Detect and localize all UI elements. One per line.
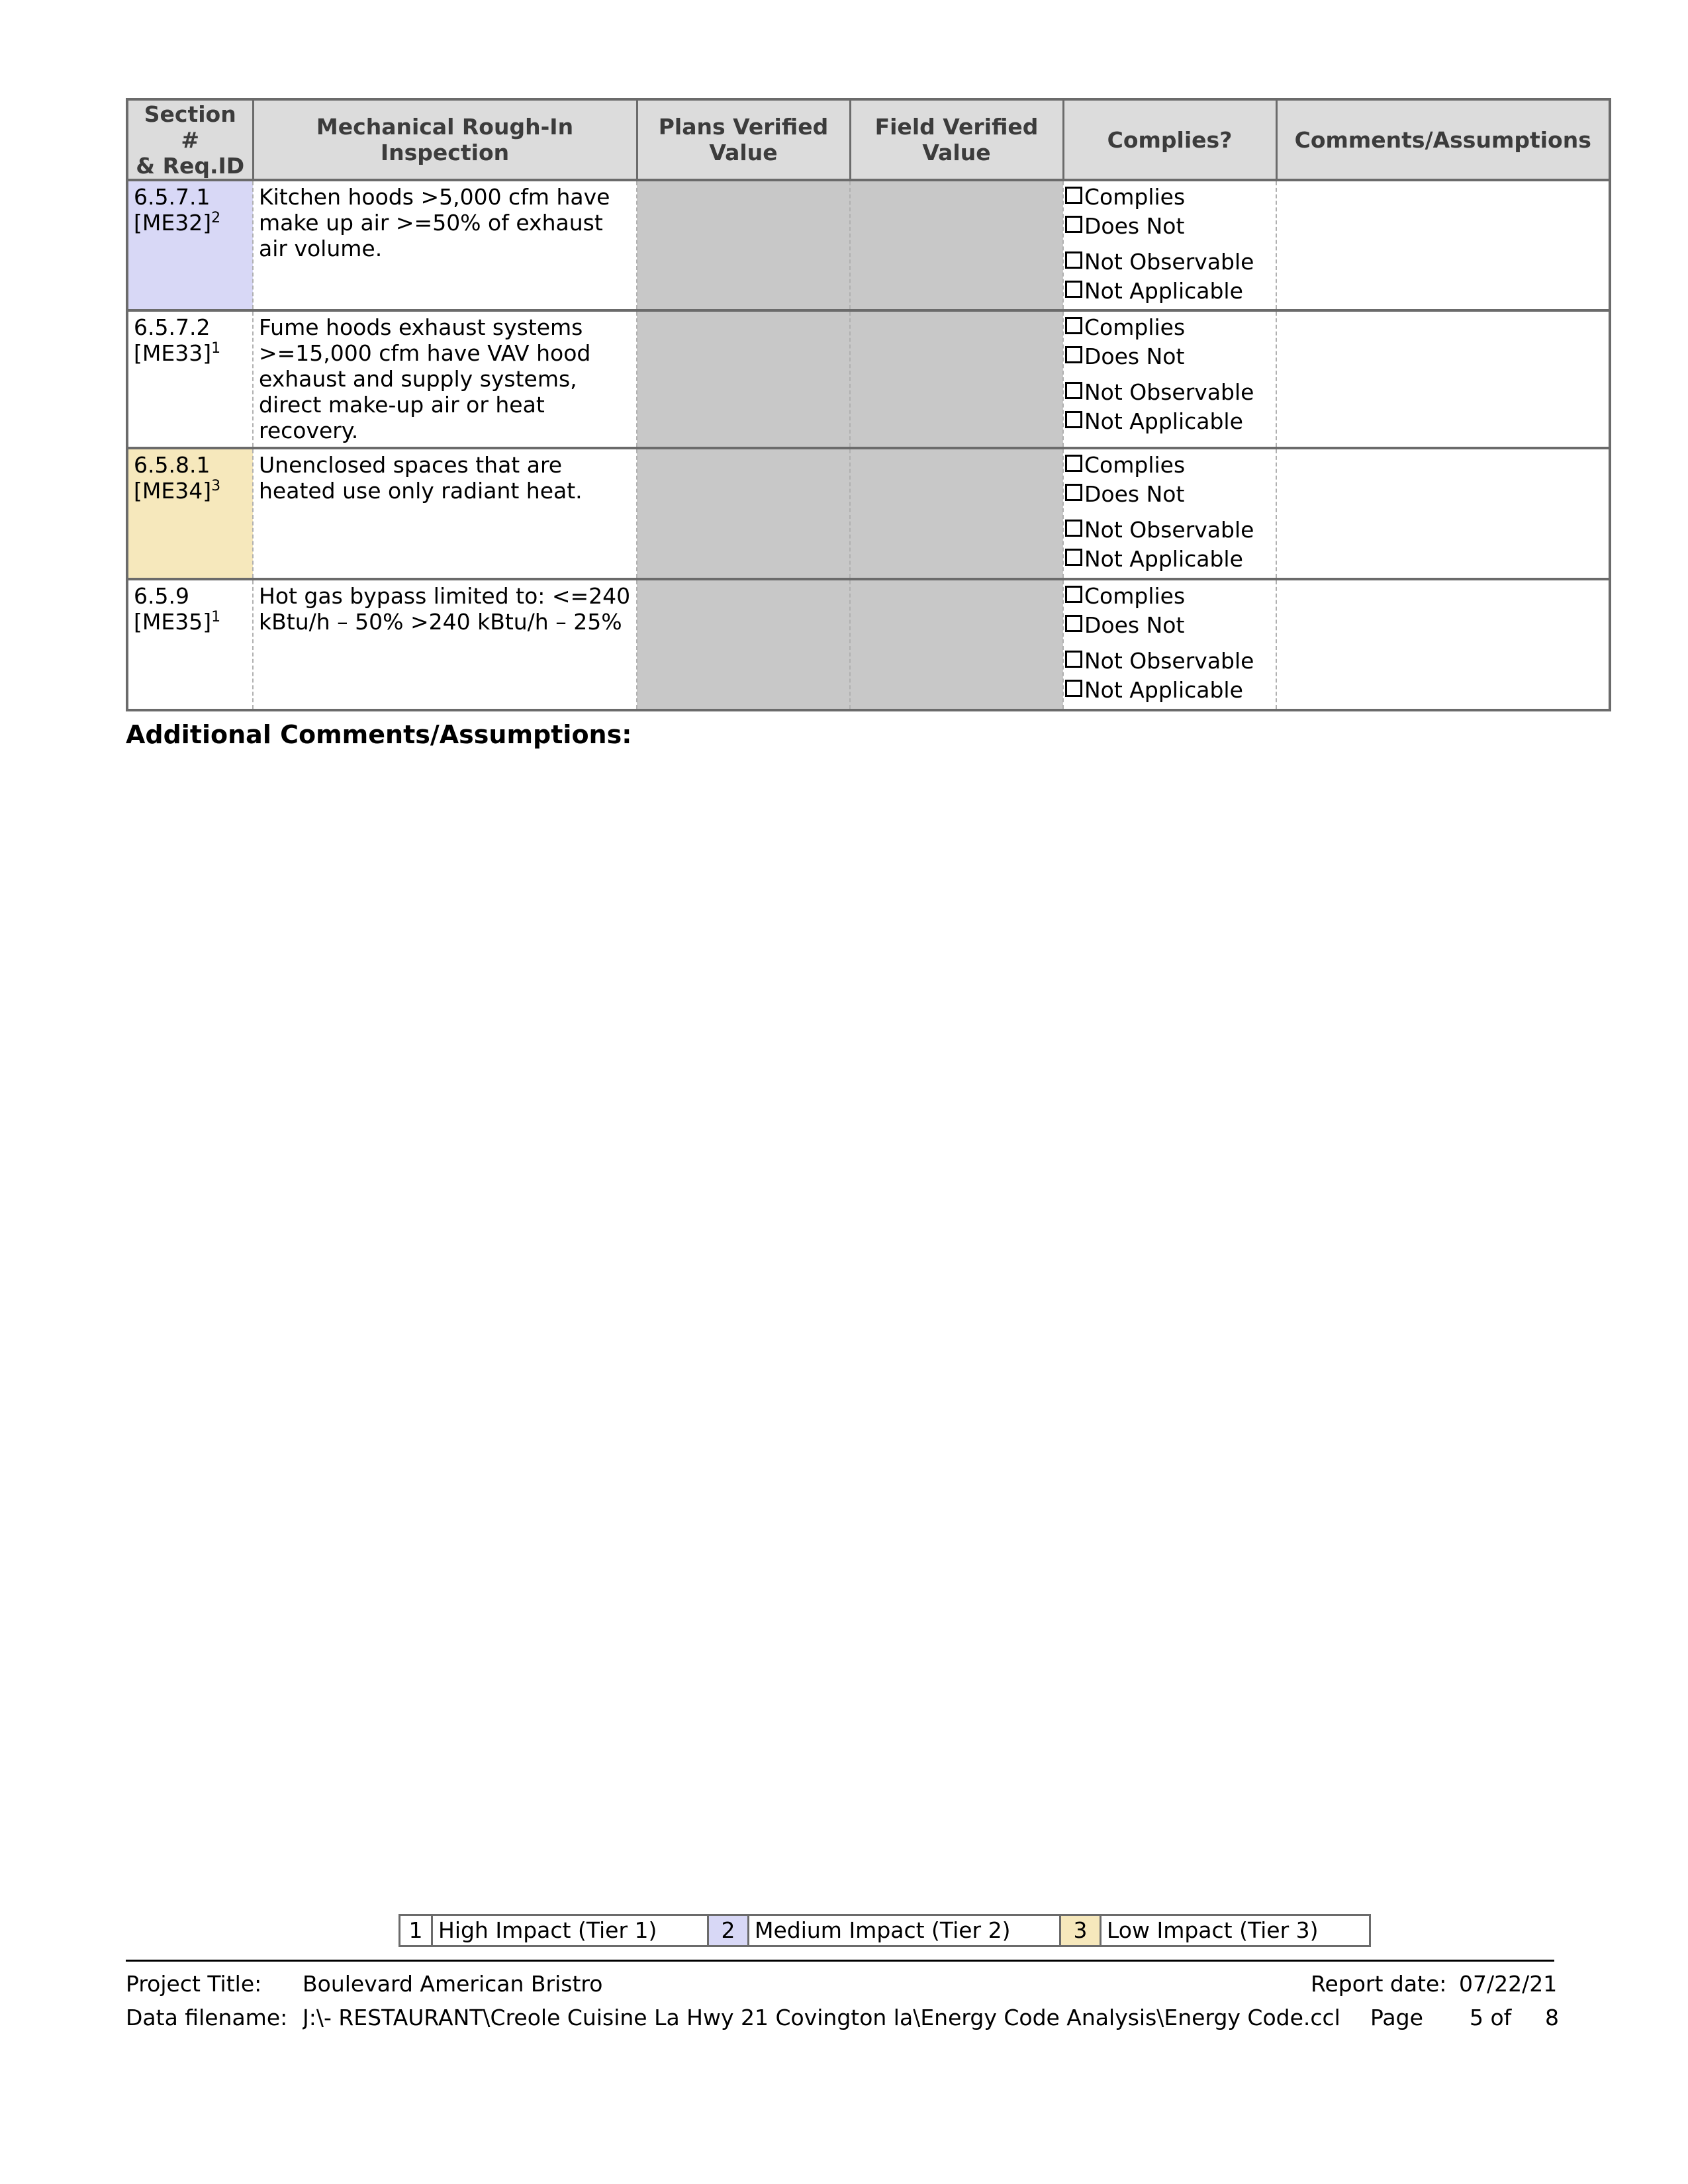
section-number: 6.5.7.2 (134, 314, 211, 340)
does-not-option[interactable]: Does Not (1065, 343, 1270, 373)
header-field-verified: Field Verified Value (850, 99, 1063, 180)
req-id: [ME32] (134, 210, 212, 236)
does-not-option[interactable]: Does Not (1065, 612, 1270, 641)
legend-tier1-label: High Impact (Tier 1) (432, 1915, 708, 1946)
legend-tier1-number: 1 (400, 1915, 432, 1946)
not-applicable-option[interactable]: Not Applicable (1065, 408, 1270, 437)
checkbox-icon[interactable] (1065, 586, 1082, 603)
complies-option[interactable]: Complies (1065, 452, 1270, 481)
not-observable-option[interactable]: Not Observable (1065, 517, 1270, 546)
checkbox-icon[interactable] (1065, 680, 1082, 697)
report-date: 07/22/21 (1459, 1971, 1558, 1997)
table-row (127, 579, 1610, 710)
header-comments: Comments/Assumptions (1276, 99, 1610, 180)
table-row (127, 180, 1610, 310)
comments-cell[interactable] (1276, 180, 1610, 310)
checkbox-icon[interactable] (1065, 615, 1082, 632)
not-observable-option[interactable]: Not Observable (1065, 249, 1270, 278)
not-applicable-option[interactable]: Not Applicable (1065, 546, 1270, 575)
project-title-label: Project Title: (126, 1971, 262, 1997)
section-number: 6.5.9 (134, 583, 189, 609)
complies-option[interactable]: Complies (1065, 583, 1270, 612)
header-complies: Complies? (1063, 99, 1276, 180)
checkbox-icon[interactable] (1065, 455, 1082, 472)
legend-tier3-number: 3 (1060, 1915, 1101, 1946)
impact-legend (399, 1914, 1371, 1947)
not-applicable-option[interactable]: Not Applicable (1065, 677, 1270, 706)
data-filename-label: Data filename: (126, 2005, 288, 2030)
checkbox-icon[interactable] (1065, 411, 1082, 428)
table-row (127, 310, 1610, 448)
legend-tier3-label: Low Impact (Tier 3) (1101, 1915, 1370, 1946)
table-row (127, 448, 1610, 579)
section-cell (127, 310, 253, 448)
checkbox-icon[interactable] (1065, 382, 1082, 399)
checkbox-icon[interactable] (1065, 251, 1082, 269)
legend-tier2-number: 2 (708, 1915, 749, 1946)
checkbox-icon[interactable] (1065, 346, 1082, 363)
report-date-label: Report date: (1311, 1971, 1447, 1997)
tier-superscript: 1 (211, 340, 221, 357)
not-observable-option[interactable]: Not Observable (1065, 648, 1270, 677)
plans-verified-cell[interactable] (637, 579, 850, 710)
complies-option[interactable]: Complies (1065, 184, 1270, 213)
tier-superscript: 1 (211, 609, 221, 625)
plans-verified-cell[interactable] (637, 310, 850, 448)
section-number: 6.5.7.1 (134, 184, 211, 210)
section-cell (127, 180, 253, 310)
comments-cell[interactable] (1276, 448, 1610, 579)
requirement-text: Kitchen hoods >5,000 cfm have make up air >=50% of exhaust air volume. (253, 180, 637, 310)
project-title: Boulevard American Bristro (303, 1971, 603, 1997)
legend-tier2-label: Medium Impact (Tier 2) (749, 1915, 1060, 1946)
page-number: 5 of (1470, 2005, 1512, 2030)
checkbox-icon[interactable] (1065, 549, 1082, 566)
section-cell (127, 448, 253, 579)
not-applicable-option[interactable]: Not Applicable (1065, 278, 1270, 307)
header-row (127, 99, 1610, 180)
page-label: Page (1370, 2005, 1423, 2030)
page-total: 8 (1545, 2005, 1559, 2030)
checkbox-icon[interactable] (1065, 484, 1082, 501)
req-id: [ME33] (134, 340, 212, 366)
complies-cell (1063, 579, 1276, 710)
tier-superscript: 3 (211, 478, 221, 494)
comments-cell[interactable] (1276, 310, 1610, 448)
requirement-text: Hot gas bypass limited to: <=240 kBtu/h – 50% >240 kBtu/h – 25% (253, 579, 637, 710)
plans-verified-cell[interactable] (637, 180, 850, 310)
complies-cell (1063, 448, 1276, 579)
field-verified-cell[interactable] (850, 448, 1063, 579)
checkbox-icon[interactable] (1065, 187, 1082, 204)
complies-option[interactable]: Complies (1065, 314, 1270, 343)
checkbox-icon[interactable] (1065, 520, 1082, 537)
header-section: Section # & Req.ID (127, 99, 253, 180)
checkbox-icon[interactable] (1065, 651, 1082, 668)
tier-superscript: 2 (211, 210, 221, 226)
comments-cell[interactable] (1276, 579, 1610, 710)
does-not-option[interactable]: Does Not (1065, 481, 1270, 510)
field-verified-cell[interactable] (850, 180, 1063, 310)
checkbox-icon[interactable] (1065, 281, 1082, 298)
not-observable-option[interactable]: Not Observable (1065, 379, 1270, 408)
inspection-table (126, 98, 1611, 711)
checkbox-icon[interactable] (1065, 317, 1082, 334)
complies-cell (1063, 180, 1276, 310)
complies-cell (1063, 310, 1276, 448)
does-not-option[interactable]: Does Not (1065, 213, 1270, 242)
checkbox-icon[interactable] (1065, 216, 1082, 233)
footer-divider (126, 1960, 1554, 1962)
header-plans-verified: Plans Verified Value (637, 99, 850, 180)
req-id: [ME35] (134, 609, 212, 635)
section-number: 6.5.8.1 (134, 452, 211, 478)
req-id: [ME34] (134, 478, 212, 504)
data-filename: J:\- RESTAURANT\Creole Cuisine La Hwy 21 Covington la\Energy Code Analysis\Energy Code.ccl (303, 2005, 1340, 2030)
section-cell (127, 579, 253, 710)
additional-comments-label: Additional Comments/Assumptions: (126, 720, 632, 749)
field-verified-cell[interactable] (850, 310, 1063, 448)
field-verified-cell[interactable] (850, 579, 1063, 710)
requirement-text: Unenclosed spaces that are heated use only radiant heat. (253, 448, 637, 579)
header-inspection: Mechanical Rough-In Inspection (253, 99, 637, 180)
plans-verified-cell[interactable] (637, 448, 850, 579)
requirement-text: Fume hoods exhaust systems >=15,000 cfm have VAV hood exhaust and supply systems, direct make-up air or heat recovery. (253, 310, 637, 448)
